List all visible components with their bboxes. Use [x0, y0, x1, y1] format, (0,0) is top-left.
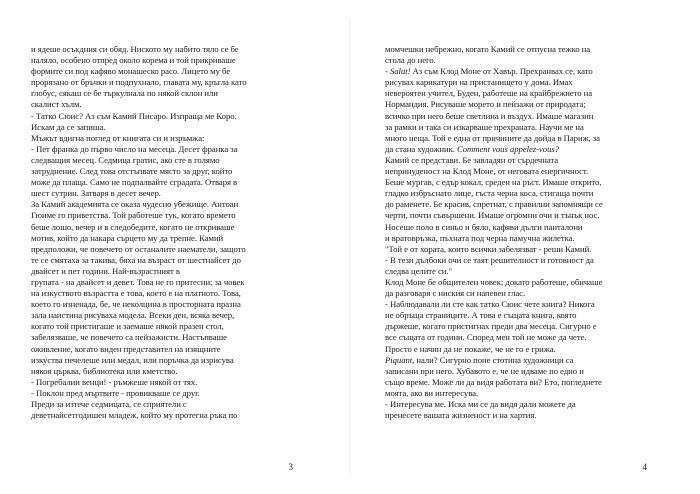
text-line: групата - на двайсет и девет. Това не го притесни; за човек: [31, 276, 245, 287]
text-line: Нормандия. Рисуваше морето и пейзажи от природата;: [385, 99, 586, 110]
right-page-text: [385, 44, 647, 421]
left-page: [31, 44, 293, 472]
page-gutter: [349, 20, 350, 474]
text-line: глобус, сякаш се бе търкулнала по някой склон или: [31, 88, 218, 99]
page-number-right: 4: [642, 462, 647, 472]
text-line: рисувах карикатури на пристанището у дома. Имах: [385, 77, 573, 88]
text-line: - Погребалии венци! - ръмжеше някой от тях.: [31, 376, 198, 387]
text-line: прорязано от бръчки и подпухнало, главата му, кръгла като: [31, 77, 247, 88]
text-line: Беше мургав, с едър кокал, среден на ръст. Имаше открито,: [385, 177, 602, 188]
text-line: затруднение. След това отстъпвате място за друг, който: [31, 166, 233, 177]
text-line: мотив, който да накара сърцето му да трепне. Камий: [31, 232, 224, 243]
text-line: много неща. Той е една от причините да дойда в Париж, за: [385, 132, 600, 143]
text-line: За Камий академията се оказа чудесно убежище. Антоан: [31, 199, 239, 210]
text-line: Искам да се запиша.: [31, 121, 106, 132]
text-line: Просто е начин да не покаже, че не го е грижа.: [385, 343, 556, 354]
text-line: да разговаря с ниския си напевен глас.: [385, 288, 526, 299]
text-line: може да плаща. Само не подпалвайте сградата. Отваря в: [31, 177, 238, 188]
text-line: Преди за изтече седмицата, се сприятели с: [31, 399, 187, 409]
text-line: следва целите си.": [385, 265, 453, 276]
text-line: формите си под кафяво монашеско расо. Лицето му бе: [31, 66, 231, 77]
text-line: - Татко Сюис? Аз съм Камий Писаро. Изпраща ме Коро.: [31, 110, 237, 121]
text-line: - Интересува ме. Иска ми се да видя дали можете да: [385, 399, 576, 409]
text-line: и вратовръзка, пъхната под черна памучна жилетка.: [385, 232, 575, 243]
text-line: до раменете. Бе красив, спретнат, с правилни запомнящи се: [385, 199, 603, 210]
text-line: - Поклон пред мъртвите - провикваше се друг.: [31, 387, 200, 398]
page-number-left: 3: [288, 462, 293, 472]
text-line: което го изненада, бе, че неколцина в просторната празна: [31, 299, 241, 310]
text-line: държеше, когато пристигнах преди два месеца. Сигурно е: [385, 321, 597, 332]
text-line: гладко избръснато лице, гъста черна коса, стигаща почти: [385, 188, 594, 199]
text-line: забелязваше, че повечето са пейзажисти. Настъпваше: [31, 332, 227, 343]
text-line: наляло, особено отпред около корема и той прикриваше: [31, 55, 236, 66]
text-line: записани при него. Хубавото е, че не идваме по едно и: [385, 365, 584, 376]
text-line: пренесете вашата жизненост и на хартия.: [385, 410, 537, 421]
text-line: деветнайсетгодишен младеж, който му протегна ръка по: [31, 410, 238, 421]
text-line: - В тези дълбоки очи се таят решителност и готовност да: [385, 254, 594, 265]
text-line: не обръща страниците. А това е същата книга, която: [385, 310, 577, 321]
text-line: предположи, че повечето от останалите наематели, защото: [31, 243, 246, 254]
text-line: оживление, когато виден представител на изящните: [31, 343, 221, 354]
text-line: беше лошо, вечер и в следобедите, когато не откриваше: [31, 221, 235, 232]
text-line: зала наистина рисуваха модела. Всеки ден, всяка вечер,: [31, 310, 235, 321]
text-line: следващия месец. Седмица гратис, ако сте в голямо: [31, 154, 220, 165]
text-line: за рамки и така си изкарваше прехраната. Научи ме на: [385, 121, 584, 132]
right-page: [385, 44, 647, 472]
left-page-text: [31, 44, 293, 421]
text-line: моята, ако ви интересува.: [385, 387, 479, 398]
text-line: - Salut! Аз съм Клод Моне от Хавър. Прехранвах се, като: [385, 66, 593, 77]
text-line: и ядеше осъкдния си обяд. Ниското му набито тяло се бе: [31, 44, 239, 54]
text-line: - Пет франка до първо число на месеца. Десет франка за: [31, 143, 238, 154]
text-line: всичко при него беше светлина и въздух. Имаше магазин: [385, 110, 594, 121]
text-line: Гюиме го приветства. Той работеше тук, когато времето: [31, 210, 236, 221]
text-line: те се смятаха за такива, бяха на възраст от шестнайсет до: [31, 254, 241, 265]
text-line: също време. Може ли да видя работата ви? Ето, погледнете: [385, 376, 602, 387]
text-line: да стана художник. Comment vous appelez-vous?: [385, 143, 559, 154]
text-line: все същата от години. Според мен той не може да чете.: [385, 332, 587, 343]
text-line: изкуства печелеше или медал, или поръчка да изрисува: [31, 354, 234, 365]
text-line: двайсет и пет години. Най-възрастният в: [31, 265, 180, 276]
text-line: непринуденост на Клод Моне, от неговата енергичност.: [385, 166, 589, 177]
text-line: Мъжът вдигна поглед от книгата си и изръмжа:: [31, 132, 205, 143]
text-line: Носеше поло в синьо и бяло, кафяви дълги панталони: [385, 221, 583, 232]
text-line: невероятен учител, Буден, работеше на крайбрежието на: [385, 88, 593, 99]
text-line: момчешки небрежно, когато Камий се отпусна тежко на: [385, 44, 591, 54]
text-line: черти, почти съвършени. Имаше огромни очи и тънък нос.: [385, 210, 600, 221]
text-line: когато той пристигаше и заемаше някой празен стол,: [31, 321, 224, 332]
text-line: някоя църква, библиотека или кметство.: [31, 365, 178, 376]
text-line: Камий се представи. Бе завладян от сърдечната: [385, 154, 559, 165]
text-line: Piquant, нали? Сигурно поне стотина художници са: [385, 354, 574, 365]
text-line: "Той е от хората, които всички забелязват - реши Камий.: [385, 243, 592, 254]
text-line: скалист хълм.: [31, 99, 82, 110]
text-line: на изкуството възрастта е това, което е на платното. Това,: [31, 288, 241, 299]
text-line: шест сутрин. Затваря в десет вечер.: [31, 188, 161, 199]
text-line: Клод Моне бе общителен човек; докато работеше, обичаше: [385, 276, 603, 287]
text-line: - Наблюдавали ли сте как татко Сюис чете книга? Никога: [385, 299, 595, 310]
text-line: стола до него.: [385, 55, 436, 66]
